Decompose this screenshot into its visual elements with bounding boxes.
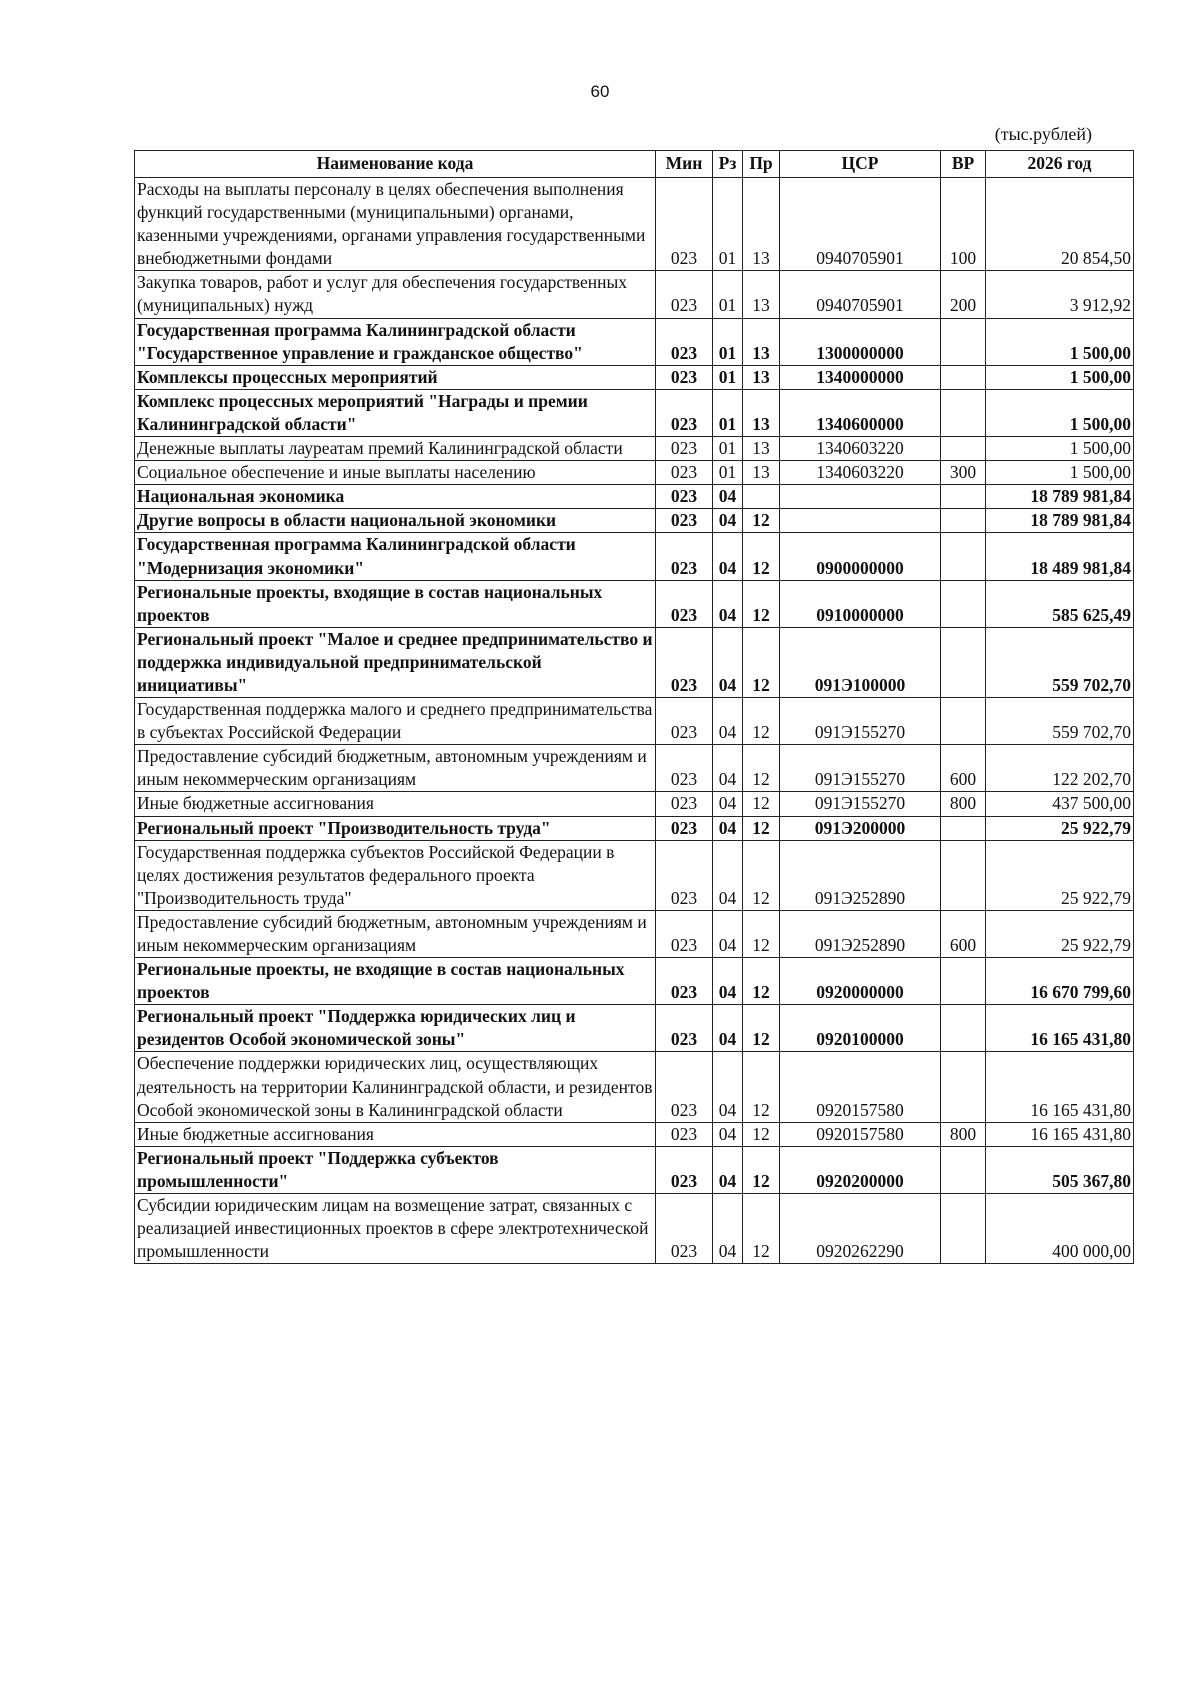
cell-min: 023 (656, 1194, 713, 1264)
cell-min: 023 (656, 1052, 713, 1122)
cell-amount: 1 500,00 (986, 318, 1134, 365)
cell-min: 023 (656, 365, 713, 389)
cell-min: 023 (656, 910, 713, 957)
cell-csr: 0920200000 (780, 1146, 941, 1193)
cell-rz: 01 (713, 461, 743, 485)
cell-vr (941, 509, 986, 533)
cell-min: 023 (656, 485, 713, 509)
table-row (135, 1052, 1134, 1122)
cell-csr: 091Э100000 (780, 627, 941, 697)
table-row (135, 437, 1134, 461)
header-pr: Пр (743, 151, 780, 178)
cell-csr: 1340603220 (780, 437, 941, 461)
cell-amount: 400 000,00 (986, 1194, 1134, 1264)
cell-amount: 25 922,79 (986, 910, 1134, 957)
cell-name: Комплексы процессных мероприятий (135, 365, 656, 389)
cell-pr: 12 (743, 958, 780, 1005)
cell-amount: 25 922,79 (986, 816, 1134, 840)
table-row (135, 1194, 1134, 1264)
cell-rz: 01 (713, 318, 743, 365)
cell-rz: 04 (713, 580, 743, 627)
cell-name: Денежные выплаты лауреатам премий Калининградской области (135, 437, 656, 461)
cell-name: Предоставление субсидий бюджетным, автономным учреждениям и иным некоммерческим организациям (135, 910, 656, 957)
cell-min: 023 (656, 958, 713, 1005)
cell-name: Региональные проекты, не входящие в состав национальных проектов (135, 958, 656, 1005)
cell-rz: 04 (713, 698, 743, 745)
cell-pr: 12 (743, 698, 780, 745)
cell-min: 023 (656, 437, 713, 461)
cell-min: 023 (656, 1122, 713, 1146)
cell-csr: 091Э155270 (780, 698, 941, 745)
cell-amount: 1 500,00 (986, 437, 1134, 461)
cell-csr: 0910000000 (780, 580, 941, 627)
cell-csr: 091Э200000 (780, 816, 941, 840)
cell-amount: 1 500,00 (986, 389, 1134, 436)
cell-vr: 800 (941, 792, 986, 816)
cell-vr: 800 (941, 1122, 986, 1146)
cell-pr: 12 (743, 910, 780, 957)
cell-name: Иные бюджетные ассигнования (135, 792, 656, 816)
cell-vr (941, 580, 986, 627)
cell-pr: 13 (743, 318, 780, 365)
table-row (135, 840, 1134, 910)
cell-pr: 12 (743, 1052, 780, 1122)
cell-amount: 16 165 431,80 (986, 1052, 1134, 1122)
table-row (135, 318, 1134, 365)
cell-pr: 12 (743, 1146, 780, 1193)
cell-csr: 0920000000 (780, 958, 941, 1005)
cell-vr (941, 627, 986, 697)
cell-vr (941, 1052, 986, 1122)
cell-min: 023 (656, 698, 713, 745)
page-number: 60 (590, 82, 610, 101)
cell-name: Региональный проект "Малое и среднее предпринимательство и поддержка индивидуальной предпринимательской инициативы" (135, 627, 656, 697)
table-row (135, 485, 1134, 509)
cell-pr: 12 (743, 840, 780, 910)
table-row (135, 816, 1134, 840)
header-csr: ЦСР (780, 151, 941, 178)
cell-pr: 12 (743, 533, 780, 580)
cell-vr (941, 485, 986, 509)
cell-pr: 12 (743, 509, 780, 533)
cell-rz: 01 (713, 271, 743, 318)
cell-vr: 100 (941, 178, 986, 271)
cell-vr: 200 (941, 271, 986, 318)
cell-amount: 1 500,00 (986, 365, 1134, 389)
cell-name: Региональные проекты, входящие в состав национальных проектов (135, 580, 656, 627)
cell-pr: 12 (743, 1122, 780, 1146)
cell-amount: 559 702,70 (986, 698, 1134, 745)
cell-min: 023 (656, 792, 713, 816)
cell-vr (941, 816, 986, 840)
cell-amount: 559 702,70 (986, 627, 1134, 697)
table-row (135, 1122, 1134, 1146)
cell-amount: 3 912,92 (986, 271, 1134, 318)
cell-amount: 16 670 799,60 (986, 958, 1134, 1005)
cell-rz: 04 (713, 1052, 743, 1122)
cell-name: Региональный проект "Поддержка юридических лиц и резидентов Особой экономической зоны" (135, 1005, 656, 1052)
cell-rz: 01 (713, 365, 743, 389)
cell-vr (941, 698, 986, 745)
cell-vr (941, 437, 986, 461)
cell-csr: 091Э252890 (780, 840, 941, 910)
cell-rz: 04 (713, 910, 743, 957)
cell-min: 023 (656, 580, 713, 627)
cell-min: 023 (656, 533, 713, 580)
cell-name: Государственная поддержка малого и среднего предпринимательства в субъектах Российской Федерации (135, 698, 656, 745)
cell-amount: 16 165 431,80 (986, 1122, 1134, 1146)
table-row (135, 533, 1134, 580)
cell-csr: 0920100000 (780, 1005, 941, 1052)
cell-pr: 13 (743, 461, 780, 485)
cell-name: Субсидии юридическим лицам на возмещение затрат, связанных с реализацией инвестиционных проектов в сфере электротехнической промышленности (135, 1194, 656, 1264)
table-header-row (135, 151, 1134, 178)
unit-label: (тыс.рублей) (994, 124, 1092, 144)
cell-amount: 437 500,00 (986, 792, 1134, 816)
cell-rz: 01 (713, 178, 743, 271)
cell-amount: 20 854,50 (986, 178, 1134, 271)
cell-name: Государственная программа Калининградской области "Государственное управление и гражданское общество" (135, 318, 656, 365)
cell-amount: 505 367,80 (986, 1146, 1134, 1193)
cell-min: 023 (656, 1146, 713, 1193)
cell-pr: 12 (743, 627, 780, 697)
cell-csr: 1340000000 (780, 365, 941, 389)
cell-min: 023 (656, 509, 713, 533)
cell-min: 023 (656, 389, 713, 436)
cell-min: 023 (656, 318, 713, 365)
cell-name: Государственная поддержка субъектов Российской Федерации в целях достижения результатов федерального проекта "Производительность труда" (135, 840, 656, 910)
cell-pr: 12 (743, 792, 780, 816)
cell-rz: 01 (713, 437, 743, 461)
cell-csr: 091Э155270 (780, 745, 941, 792)
cell-csr: 1340603220 (780, 461, 941, 485)
cell-csr (780, 509, 941, 533)
cell-csr: 0920157580 (780, 1052, 941, 1122)
cell-rz: 04 (713, 745, 743, 792)
cell-min: 023 (656, 178, 713, 271)
header-min: Мин (656, 151, 713, 178)
header-name: Наименование кода (135, 151, 656, 178)
cell-csr: 091Э155270 (780, 792, 941, 816)
cell-min: 023 (656, 1005, 713, 1052)
cell-vr (941, 389, 986, 436)
cell-vr (941, 1005, 986, 1052)
table-row (135, 580, 1134, 627)
cell-name: Предоставление субсидий бюджетным, автономным учреждениям и иным некоммерческим организациям (135, 745, 656, 792)
cell-pr: 12 (743, 1194, 780, 1264)
table-row (135, 958, 1134, 1005)
cell-rz: 04 (713, 627, 743, 697)
cell-name: Региональный проект "Производительность труда" (135, 816, 656, 840)
cell-amount: 18 789 981,84 (986, 509, 1134, 533)
cell-pr: 13 (743, 389, 780, 436)
table-row (135, 745, 1134, 792)
cell-name: Региональный проект "Поддержка субъектов промышленности" (135, 1146, 656, 1193)
cell-vr (941, 1146, 986, 1193)
cell-pr: 12 (743, 580, 780, 627)
table-row (135, 271, 1134, 318)
table-row (135, 365, 1134, 389)
header-rz: Рз (713, 151, 743, 178)
cell-name: Государственная программа Калининградской области "Модернизация экономики" (135, 533, 656, 580)
table-row (135, 792, 1134, 816)
table-row (135, 1146, 1134, 1193)
cell-name: Другие вопросы в области национальной экономики (135, 509, 656, 533)
cell-min: 023 (656, 461, 713, 485)
table-row (135, 1005, 1134, 1052)
cell-vr (941, 365, 986, 389)
cell-rz: 04 (713, 533, 743, 580)
cell-vr (941, 318, 986, 365)
cell-min: 023 (656, 816, 713, 840)
table-row (135, 509, 1134, 533)
cell-csr: 091Э252890 (780, 910, 941, 957)
cell-name: Комплекс процессных мероприятий "Награды и премии Калининградской области" (135, 389, 656, 436)
cell-csr: 1340600000 (780, 389, 941, 436)
cell-min: 023 (656, 840, 713, 910)
cell-rz: 01 (713, 389, 743, 436)
cell-pr: 12 (743, 1005, 780, 1052)
cell-rz: 04 (713, 1122, 743, 1146)
cell-vr (941, 533, 986, 580)
cell-amount: 585 625,49 (986, 580, 1134, 627)
header-year: 2026 год (986, 151, 1134, 178)
cell-rz: 04 (713, 840, 743, 910)
cell-amount: 25 922,79 (986, 840, 1134, 910)
cell-rz: 04 (713, 1194, 743, 1264)
cell-csr: 0920262290 (780, 1194, 941, 1264)
cell-vr: 600 (941, 745, 986, 792)
cell-name: Национальная экономика (135, 485, 656, 509)
cell-rz: 04 (713, 1005, 743, 1052)
table-row (135, 389, 1134, 436)
cell-csr: 1300000000 (780, 318, 941, 365)
cell-vr: 300 (941, 461, 986, 485)
cell-name: Обеспечение поддержки юридических лиц, осуществляющих деятельность на территории Калининградской области, и резидентов Особой экономической зоны в Калининградской области (135, 1052, 656, 1122)
table-row (135, 910, 1134, 957)
cell-vr: 600 (941, 910, 986, 957)
cell-amount: 16 165 431,80 (986, 1005, 1134, 1052)
table-body (135, 178, 1134, 1264)
cell-name: Закупка товаров, работ и услуг для обеспечения государственных (муниципальных) нужд (135, 271, 656, 318)
cell-pr: 13 (743, 365, 780, 389)
table-row (135, 698, 1134, 745)
cell-pr (743, 485, 780, 509)
cell-min: 023 (656, 271, 713, 318)
cell-min: 023 (656, 627, 713, 697)
cell-rz: 04 (713, 509, 743, 533)
cell-csr: 0900000000 (780, 533, 941, 580)
table-row (135, 627, 1134, 697)
budget-table (134, 150, 1134, 1264)
cell-min: 023 (656, 745, 713, 792)
cell-amount: 18 789 981,84 (986, 485, 1134, 509)
cell-pr: 12 (743, 745, 780, 792)
cell-vr (941, 1194, 986, 1264)
cell-name: Социальное обеспечение и иные выплаты населению (135, 461, 656, 485)
header-vr: ВР (941, 151, 986, 178)
cell-pr: 12 (743, 816, 780, 840)
cell-csr: 0920157580 (780, 1122, 941, 1146)
table-row (135, 461, 1134, 485)
table-row (135, 178, 1134, 271)
cell-amount: 18 489 981,84 (986, 533, 1134, 580)
cell-pr: 13 (743, 271, 780, 318)
cell-amount: 122 202,70 (986, 745, 1134, 792)
cell-rz: 04 (713, 485, 743, 509)
cell-amount: 1 500,00 (986, 461, 1134, 485)
cell-csr: 0940705901 (780, 271, 941, 318)
cell-pr: 13 (743, 178, 780, 271)
cell-rz: 04 (713, 1146, 743, 1193)
cell-rz: 04 (713, 816, 743, 840)
cell-name: Расходы на выплаты персоналу в целях обеспечения выполнения функций государственными (муниципальными) органами, казенными учреждениями, органами управления государственными внебюджетными фондами (135, 178, 656, 271)
cell-vr (941, 840, 986, 910)
cell-pr: 13 (743, 437, 780, 461)
cell-vr (941, 958, 986, 1005)
cell-csr: 0940705901 (780, 178, 941, 271)
cell-csr (780, 485, 941, 509)
cell-rz: 04 (713, 958, 743, 1005)
cell-rz: 04 (713, 792, 743, 816)
cell-name: Иные бюджетные ассигнования (135, 1122, 656, 1146)
